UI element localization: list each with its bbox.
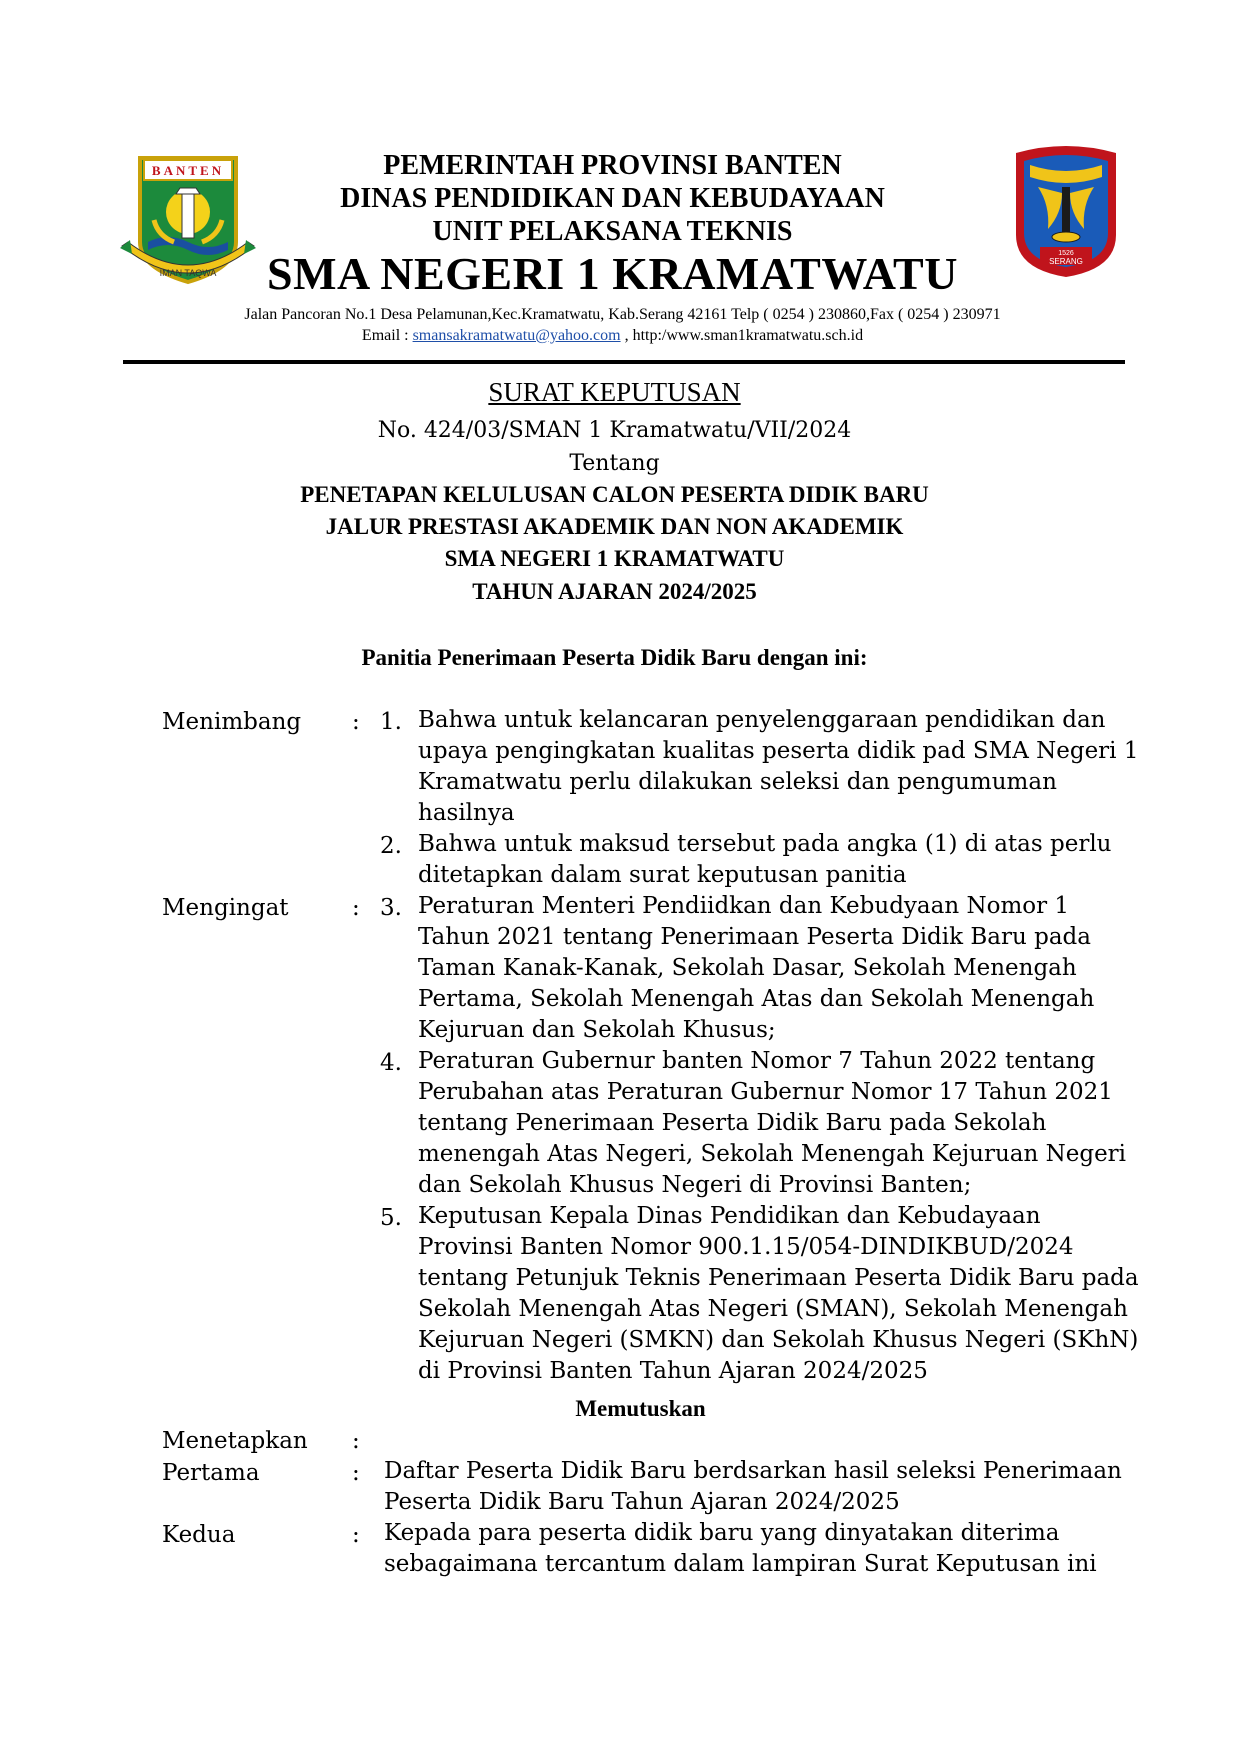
kedua-label: Kedua: [162, 1522, 236, 1548]
subject-line-4: TAHUN AJARAN 2024/2025: [472, 579, 757, 604]
text-line: Kejuruan Negeri (SMKN) dan Sekolah Khusus Negeri (SKhN): [418, 1327, 1139, 1353]
menimbang-item-1: [418, 705, 1139, 829]
text-line: Daftar Peserta Didik Baru berdsarkan hasil seleksi Penerimaan: [384, 1458, 1122, 1484]
logo-motto: IMAN TAQWA: [159, 268, 217, 278]
menimbang-colon: :: [352, 709, 360, 735]
text-line: Bahwa untuk maksud tersebut pada angka (1) di atas perlu: [418, 831, 1112, 857]
letterhead-government: PEMERINTAH PROVINSI BANTEN: [383, 150, 842, 181]
mengingat-item-3: [418, 891, 1128, 1046]
menetapkan-colon: :: [352, 1428, 360, 1454]
text-line: Kejuruan dan Sekolah Khusus;: [418, 1017, 776, 1043]
logo-year: 1526: [1058, 250, 1074, 257]
logo-banten-label: BANTEN: [151, 163, 225, 178]
text-line: tentang Penerimaan Peserta Didik Baru pada Sekolah: [418, 1110, 1047, 1136]
logo-serang: SERANG: [1049, 257, 1083, 266]
letterhead-contact: [0, 327, 1233, 345]
document-about: Tentang: [569, 451, 660, 476]
item-number: 5.: [380, 1205, 402, 1231]
text-line: Tahun 2021 tentang Penerimaan Peserta Didik Baru pada: [418, 924, 1091, 950]
text-line: ditetapkan dalam surat keputusan panitia: [418, 862, 907, 888]
text-line: Taman Kanak-Kanak, Sekolah Dasar, Sekolah Menengah: [418, 955, 1077, 981]
letterhead-address: Jalan Pancoran No.1 Desa Pelamunan,Kec.Kramatwatu, Kab.Serang 42161 Telp ( 0254 ) 230860,Fax ( 0254 ) 230971: [244, 306, 1001, 323]
text-line: menengah Atas Negeri, Sekolah Menengah Kejuruan Negeri: [418, 1141, 1127, 1167]
text-line: Kepada para peserta didik baru yang dinyatakan diterima: [384, 1520, 1060, 1546]
mengingat-colon: :: [352, 895, 360, 921]
text-line: di Provinsi Banten Tahun Ajaran 2024/2025: [418, 1358, 928, 1384]
mengingat-item-5: [418, 1201, 1139, 1387]
text-line: upaya pengingkatan kualitas peserta didik pad SMA Negeri 1: [418, 738, 1139, 764]
subject-line-3: SMA NEGERI 1 KRAMATWATU: [444, 546, 785, 571]
subject-line-1: PENETAPAN KELULUSAN CALON PESERTA DIDIK BARU: [300, 482, 929, 507]
mengingat-label: Mengingat: [162, 895, 289, 921]
text-line: dan Sekolah Khusus Negeri di Provinsi Banten;: [418, 1172, 972, 1198]
text-line: Perubahan atas Peraturan Gubernur Nomor 17 Tahun 2021: [418, 1079, 1113, 1105]
email-prefix: Email :: [361, 327, 413, 344]
text-line: Sekolah Menengah Atas Negeri (SMAN), Sekolah Menengah: [418, 1296, 1128, 1322]
menimbang-item-2: [418, 829, 1128, 891]
item-number: 1.: [380, 709, 402, 735]
committee-statement: Panitia Penerimaan Peserta Didik Baru dengan ini:: [361, 645, 868, 670]
text-line: Peraturan Gubernur banten Nomor 7 Tahun 2022 tentang: [418, 1048, 1096, 1074]
text-line: tentang Petunjuk Teknis Penerimaan Peserta Didik Baru pada: [418, 1265, 1139, 1291]
website-text: , http:/www.sman1kramatwatu.sch.id: [620, 327, 864, 344]
text-line: Pertama, Sekolah Menengah Atas dan Sekolah Menengah: [418, 986, 1095, 1012]
text-line: Peserta Didik Baru Tahun Ajaran 2024/2025: [384, 1489, 900, 1515]
text-line: Provinsi Banten Nomor 900.1.15/054-DINDIKBUD/2024: [418, 1234, 1074, 1260]
item-number: 4.: [380, 1050, 402, 1076]
item-number: 3.: [380, 895, 402, 921]
kedua-colon: :: [352, 1522, 360, 1548]
document-title: SURAT KEPUTUSAN: [488, 377, 741, 407]
letterhead-unit: UNIT PELAKSANA TEKNIS: [432, 216, 793, 247]
letterhead-divider: [123, 360, 1125, 364]
menimbang-label: Menimbang: [162, 709, 302, 735]
text-line: Keputusan Kepala Dinas Pendidikan dan Kebudayaan: [418, 1203, 1041, 1229]
email-link[interactable]: smansakramatwatu@yahoo.com: [412, 327, 621, 344]
document-number: No. 424/03/SMAN 1 Kramatwatu/VII/2024: [377, 418, 852, 443]
kedua-text: [384, 1518, 1128, 1580]
letterhead-department: DINAS PENDIDIKAN DAN KEBUDAYAAN: [340, 183, 885, 214]
text-line: Kramatwatu perlu dilakukan seleksi dan pengumuman: [418, 769, 1057, 795]
menetapkan-label: Menetapkan: [162, 1428, 308, 1454]
pertama-colon: :: [352, 1460, 360, 1486]
text-line: Bahwa untuk kelancaran penyelenggaraan pendidikan dan: [418, 707, 1106, 733]
text-line: sebagaimana tercantum dalam lampiran Surat Keputusan ini: [384, 1551, 1097, 1577]
pertama-text: [384, 1456, 1128, 1518]
text-line: Peraturan Menteri Pendiidkan dan Kebudyaan Nomor 1: [418, 893, 1070, 919]
item-number: 2.: [380, 833, 402, 859]
text-line: hasilnya: [418, 800, 515, 826]
memutuskan-heading: Memutuskan: [575, 1396, 706, 1421]
subject-line-2: JALUR PRESTASI AKADEMIK DAN NON AKADEMIK: [325, 514, 904, 539]
pertama-label: Pertama: [162, 1460, 260, 1486]
letterhead-school-name: SMA NEGERI 1 KRAMATWATU: [267, 248, 958, 299]
mengingat-item-4: [418, 1046, 1128, 1201]
